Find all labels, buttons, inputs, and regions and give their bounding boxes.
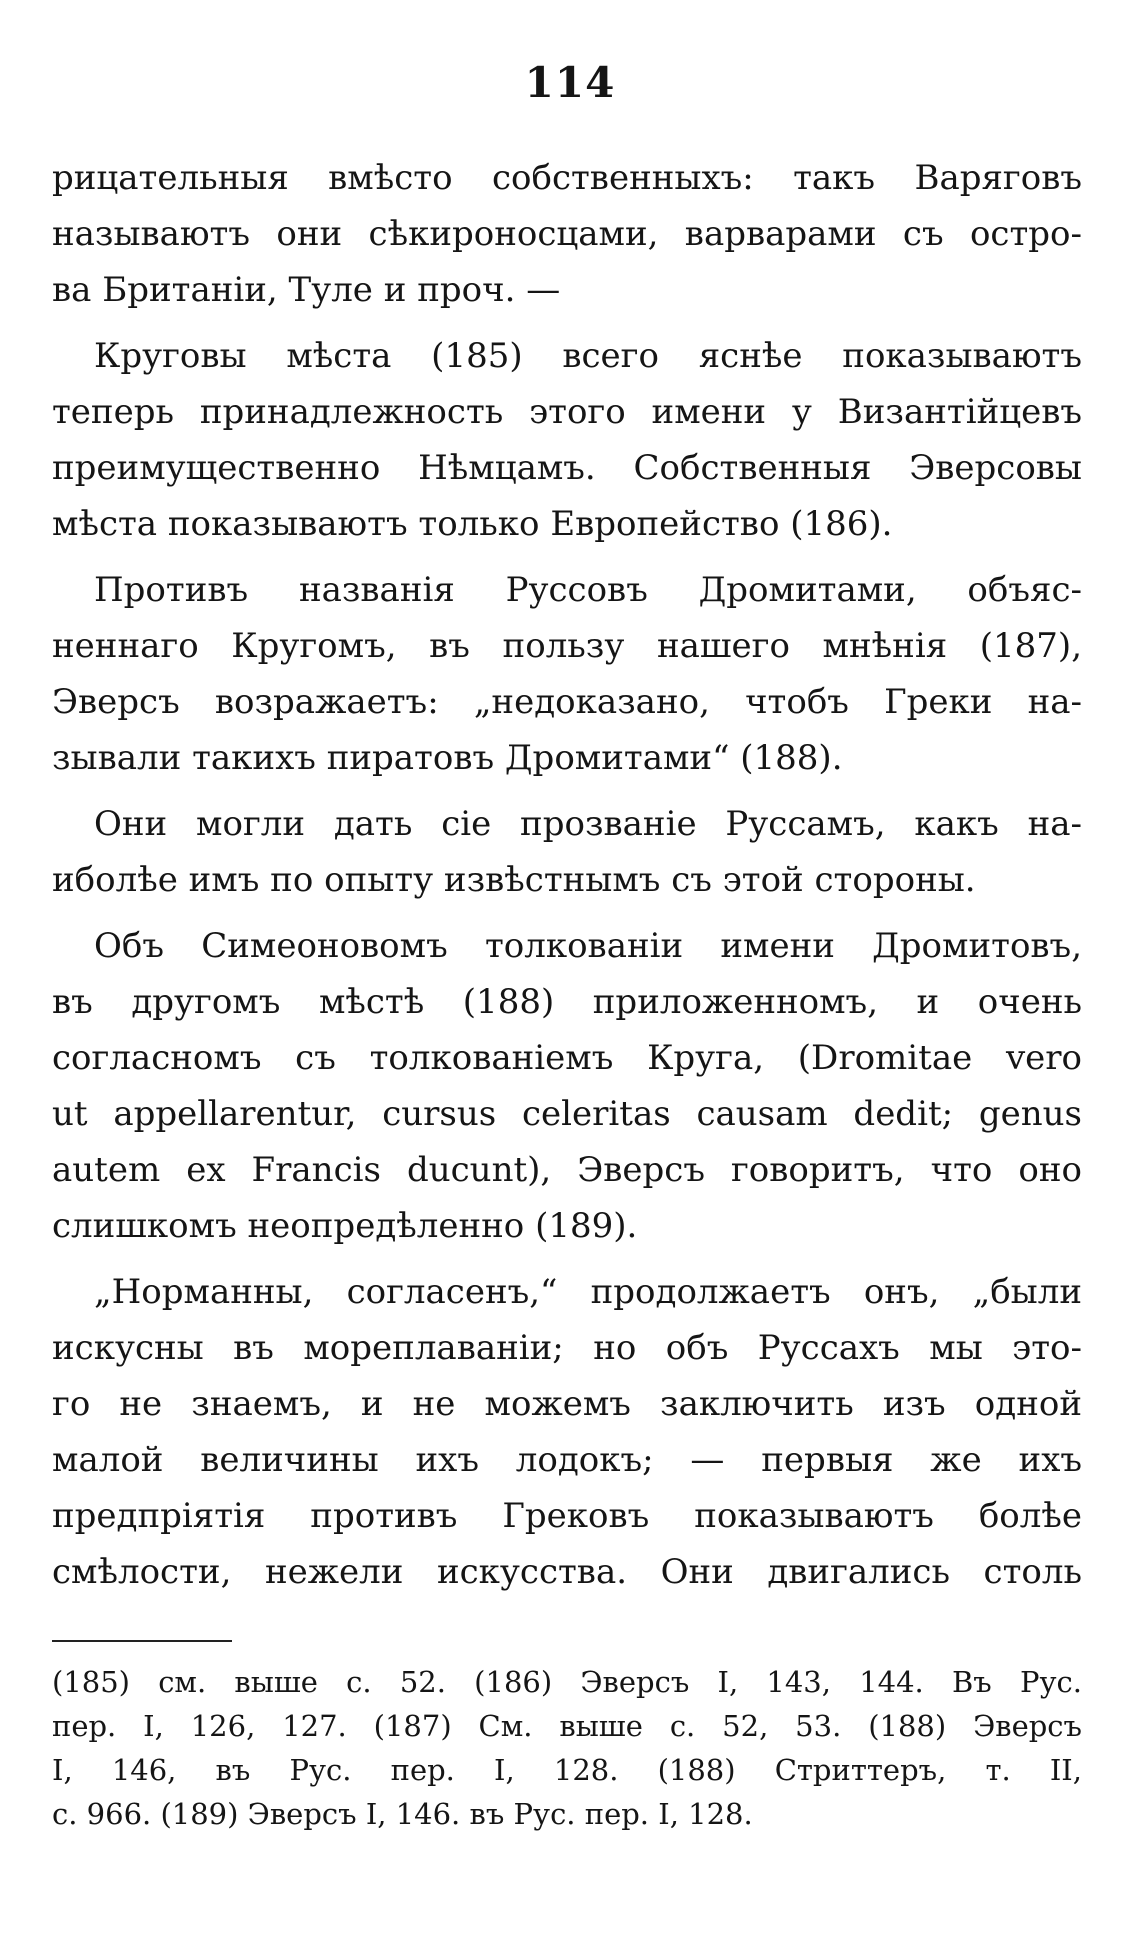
text-line: ва Британіи, Туле и проч. — — [52, 270, 561, 310]
paragraph — [52, 918, 1082, 1254]
text-line: рицательныя вмѣсто собственныхъ: такъ Варяговъ — [52, 158, 1082, 198]
text-line: Эверсъ возражаетъ: „недоказано, чтобъ Греки на- — [52, 682, 1082, 722]
footnote-line: I, 146, въ Рус. пер. I, 128. (188) Стриттеръ, т. II, — [52, 1753, 1082, 1787]
text-line: искусны въ мореплаваніи; но объ Руссахъ мы это- — [52, 1328, 1082, 1368]
footnote-line: пер. I, 126, 127. (187) См. выше с. 52, 53. (188) Эверсъ — [52, 1709, 1082, 1743]
text-line: Они могли дать сіе прозваніе Руссамъ, какъ на- — [94, 804, 1082, 844]
footnote-line: с. 966. (189) Эверсъ I, 146. въ Рус. пер. I, 128. — [52, 1797, 753, 1831]
text-line: „Норманны, согласенъ,“ продолжаетъ онъ, „были — [94, 1272, 1082, 1312]
paragraph — [52, 150, 1082, 318]
paragraph — [52, 328, 1082, 552]
text-line: согласномъ съ толкованіемъ Круга, (Dromitae vero — [52, 1038, 1082, 1078]
footnote-line: (185) см. выше с. 52. (186) Эверсъ I, 143, 144. Въ Рус. — [52, 1665, 1082, 1699]
text-line: иболѣе имъ по опыту извѣстнымъ съ этой стороны. — [52, 860, 976, 900]
text-line: ut appellarentur, cursus celeritas causam dedit; genus — [52, 1094, 1082, 1134]
body-text — [52, 150, 1082, 1610]
text-line: теперь принадлежность этого имени у Византійцевъ — [52, 392, 1082, 432]
text-line: слишкомъ неопредѣленно (189). — [52, 1206, 638, 1246]
text-line: неннаго Кругомъ, въ пользу нашего мнѣнія (187), — [52, 626, 1082, 666]
text-line: малой величины ихъ лодокъ; — первыя же ихъ — [52, 1440, 1082, 1480]
text-line: мѣста показываютъ только Европейство (186). — [52, 504, 893, 544]
text-line: предпріятія противъ Грековъ показываютъ болѣе — [52, 1496, 1082, 1536]
text-line: преимущественно Нѣмцамъ. Собственныя Эверсовы — [52, 448, 1082, 488]
paragraph — [52, 1264, 1082, 1600]
text-line: autem ex Francis ducunt), Эверсъ говоритъ, что оно — [52, 1150, 1082, 1190]
text-line: Объ Симеоновомъ толкованіи имени Дромитовъ, — [94, 926, 1082, 966]
text-line: Противъ названія Руссовъ Дромитами, объяс- — [94, 570, 1082, 610]
text-line: смѣлости, нежели искусства. Они двигались столь — [52, 1552, 1082, 1592]
footnotes — [52, 1660, 1082, 1836]
paragraph — [52, 562, 1082, 786]
text-line: Круговы мѣста (185) всего яснѣе показываютъ — [94, 336, 1082, 376]
text-line: го не знаемъ, и не можемъ заключить изъ одной — [52, 1384, 1082, 1424]
text-line: зывали такихъ пиратовъ Дромитами“ (188). — [52, 738, 843, 778]
text-line: въ другомъ мѣстѣ (188) приложенномъ, и очень — [52, 982, 1082, 1022]
text-line: называютъ они сѣкироносцами, варварами съ остро- — [52, 214, 1082, 254]
paragraph — [52, 796, 1082, 908]
footnote-divider — [52, 1640, 232, 1642]
page-number: 114 — [524, 58, 616, 107]
